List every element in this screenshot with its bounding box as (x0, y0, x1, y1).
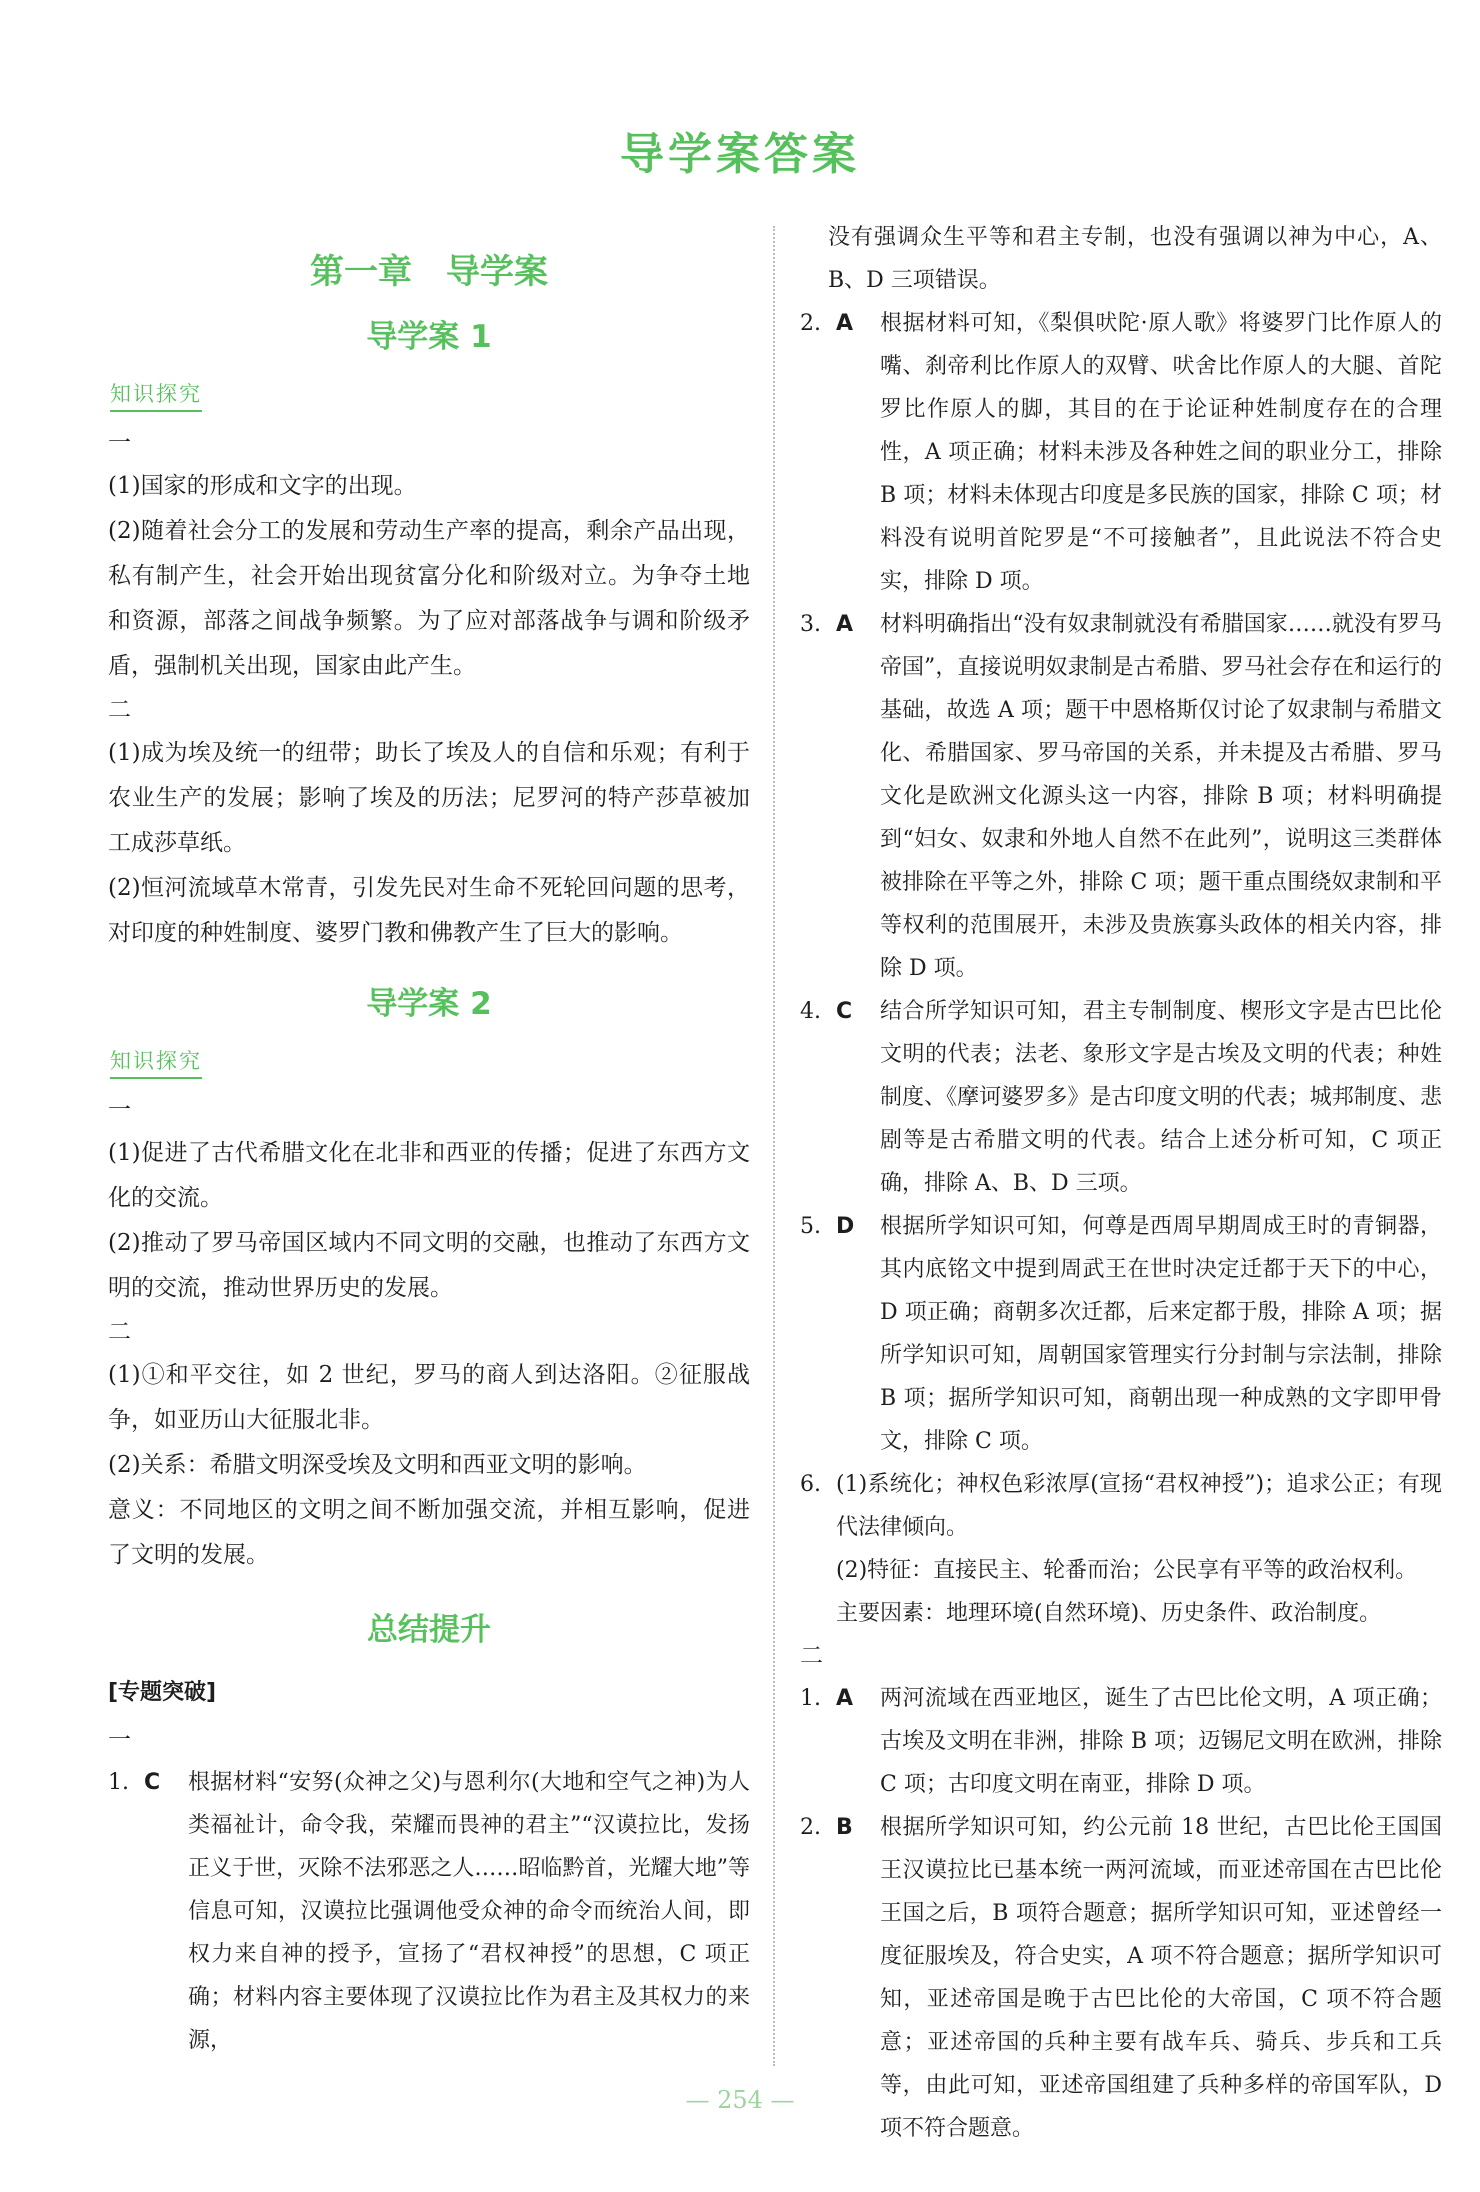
answer-letter: B (836, 1815, 853, 1840)
question-number: 5. (800, 1214, 821, 1239)
answer-subpart: 主要因素：地理环境(自然环境)、历史条件、政治制度。 (836, 1601, 1382, 1626)
answer-paragraph: 意义：不同地区的文明之间不断加强交流，并相互影响，促进了文明的发展。 (108, 1497, 750, 1568)
question-number: 2. (800, 1815, 821, 1840)
answer-letter: A (836, 612, 854, 637)
topic-breakthrough-label: [专题突破] (108, 1680, 217, 1705)
answer-continuation: 没有强调众生平等和君主专制，也没有强调以神为中心，A、B、D 三项错误。 (828, 225, 1442, 293)
part-marker: 二 (108, 697, 131, 723)
part-marker: 二 (800, 1643, 823, 1669)
page-title: 导学案答案 (620, 129, 860, 180)
knowledge-label-1: 知识探究 (110, 378, 202, 412)
chapter-title: 第一章 导学案 (310, 252, 548, 292)
section-title-summary: 总结提升 (367, 1612, 491, 1648)
answer-subpart: (2)特征：直接民主、轮番而治；公民享有平等的政治权利。 (836, 1558, 1418, 1583)
question-number: 3. (800, 612, 821, 637)
question-answer (800, 603, 1442, 990)
knowledge-label-2: 知识探究 (110, 1045, 202, 1079)
answer-explanation: 根据所学知识可知，何尊是西周早期周成王时的青铜器，其内底铭文中提到周武王在世时决定迁都于天下的中心，D 项正确；商朝多次迁都，后来定都于殷，排除 A 项；据所学知识可知，周朝国家管理实行分封制与宗法制，排除 B 项；据所学知识可知，商朝出现一种成熟的文字即甲骨文，排除 C 项。 (880, 1214, 1442, 1454)
answer-letter: D (836, 1214, 855, 1239)
answer-paragraph: (1)成为埃及统一的纽带；助长了埃及人的自信和乐观；有利于农业生产的发展；影响了埃及的历法；尼罗河的特产莎草被加工成莎草纸。 (108, 740, 750, 856)
question-number: 4. (800, 999, 821, 1024)
answer-paragraph: (2)关系：希腊文明深受埃及文明和西亚文明的影响。 (108, 1452, 647, 1478)
page-number: — 254 — (685, 2086, 795, 2114)
part-marker: 一 (108, 1727, 131, 1753)
answer-explanation: 根据材料可知，《梨俱吠陀·原人歌》将婆罗门比作原人的嘴、刹帝利比作原人的双臂、吠舍比作原人的大腿、首陀罗比作原人的脚，其目的在于论证种姓制度存在的合理性，A 项正确；材料未涉及各种姓之间的职业分工，排除 B 项；材料未体现古印度是多民族的国家，排除 C 项；材料没有说明首陀罗是“不可接触者”，且此说法不符合史实，排除 D 项。 (880, 311, 1442, 594)
answer-explanation: 结合所学知识可知，君主专制制度、楔形文字是古巴比伦文明的代表；法老、象形文字是古埃及文明的代表；种姓制度、《摩诃婆罗多》是古印度文明的代表；城邦制度、悲剧等是古希腊文明的代表。结合上述分析可知，C 项正确，排除 A、B、D 三项。 (880, 999, 1442, 1196)
answer-paragraph: (1)促进了古代希腊文化在北非和西亚的传播；促进了东西方文化的交流。 (108, 1140, 750, 1211)
answer-explanation: 材料明确指出“没有奴隶制就没有希腊国家……就没有罗马帝国”，直接说明奴隶制是古希腊、罗马社会存在和运行的基础，故选 A 项；题干中恩格斯仅讨论了奴隶制与希腊文化、希腊国家、罗马帝国的关系，并未提及古希腊、罗马文化是欧洲文化源头这一内容，排除 B 项；材料明确提到“妇女、奴隶和外地人自然不在此列”，说明这三类群体被排除在平等之外，排除 C 项；题干重点围绕奴隶制和平等权利的范围展开，未涉及贵族寡头政体的相关内容，排除 D 项。 (880, 612, 1442, 981)
section-title-1: 导学案 1 (366, 319, 492, 355)
answer-letter: A (836, 1686, 854, 1711)
question-answer (800, 1205, 1442, 1463)
answer-paragraph: (2)推动了罗马帝国区域内不同文明的交融，也推动了东西方文明的交流，推动世界历史的发展。 (108, 1230, 750, 1301)
part-marker: 二 (108, 1319, 131, 1345)
question-answer (800, 302, 1442, 603)
question-number: 6. (800, 1472, 821, 1497)
answer-letter: A (836, 311, 854, 336)
question-number: 1. (108, 1770, 129, 1795)
answer-paragraph: (1)国家的形成和文字的出现。 (108, 473, 417, 499)
answer-explanation: 根据材料“安努(众神之父)与恩利尔(大地和空气之神)为人类福祉计，命令我，荣耀而畏神的君主”“汉谟拉比，发扬正义于世，灭除不法邪恶之人……昭临黔首，光耀大地”等信息可知，汉谟拉比强调他受众神的命令而统治人间，即权力来自神的授予，宣扬了“君权神授”的思想，C 项正确；材料内容主要体现了汉谟拉比作为君主及其权力的来源， (188, 1770, 750, 2053)
column-divider (773, 226, 775, 2066)
left-column (108, 222, 750, 2072)
question-answer (108, 1761, 750, 2062)
answer-letter: C (836, 999, 853, 1024)
right-column (800, 216, 1442, 2141)
question-answer (800, 1463, 1442, 1549)
answer-explanation: (1)系统化；神权色彩浓厚(宣扬“君权神授”)；追求公正；有现代法律倾向。 (836, 1472, 1442, 1540)
question-number: 2. (800, 311, 821, 336)
question-answer (800, 1677, 1442, 1806)
section-title-2: 导学案 2 (366, 986, 492, 1022)
question-answer (800, 990, 1442, 1205)
answer-paragraph: (2)随着社会分工的发展和劳动生产率的提高，剩余产品出现，私有制产生，社会开始出现贫富分化和阶级对立。为争夺土地和资源，部落之间战争频繁。为了应对部落战争与调和阶级矛盾，强制机关出现，国家由此产生。 (108, 518, 750, 679)
answer-letter: C (144, 1770, 161, 1795)
question-number: 1. (800, 1686, 821, 1711)
answer-explanation: 根据所学知识可知，约公元前 18 世纪，古巴比伦王国国王汉谟拉比已基本统一两河流域，而亚述帝国在古巴比伦王国之后，B 项符合题意；据所学知识可知，亚述曾经一度征服埃及，符合史实，A 项不符合题意；据所学知识可知，亚述帝国是晚于古巴比伦的大帝国，C 项不符合题意；亚述帝国的兵种主要有战车兵、骑兵、步兵和工兵等，由此可知，亚述帝国组建了兵种多样的帝国军队，D 项不符合题意。 (880, 1815, 1442, 2141)
answer-explanation: 两河流域在西亚地区，诞生了古巴比伦文明，A 项正确；古埃及文明在非洲，排除 B 项；迈锡尼文明在欧洲，排除 C 项；古印度文明在南亚，排除 D 项。 (880, 1686, 1442, 1797)
answer-paragraph: (2)恒河流域草木常青，引发先民对生命不死轮回问题的思考，对印度的种姓制度、婆罗门教和佛教产生了巨大的影响。 (108, 875, 750, 946)
part-marker: 一 (108, 430, 131, 456)
answer-paragraph: (1)①和平交往，如 2 世纪，罗马的商人到达洛阳。②征服战争，如亚历山大征服北非。 (108, 1362, 750, 1433)
part-marker: 一 (108, 1097, 131, 1123)
